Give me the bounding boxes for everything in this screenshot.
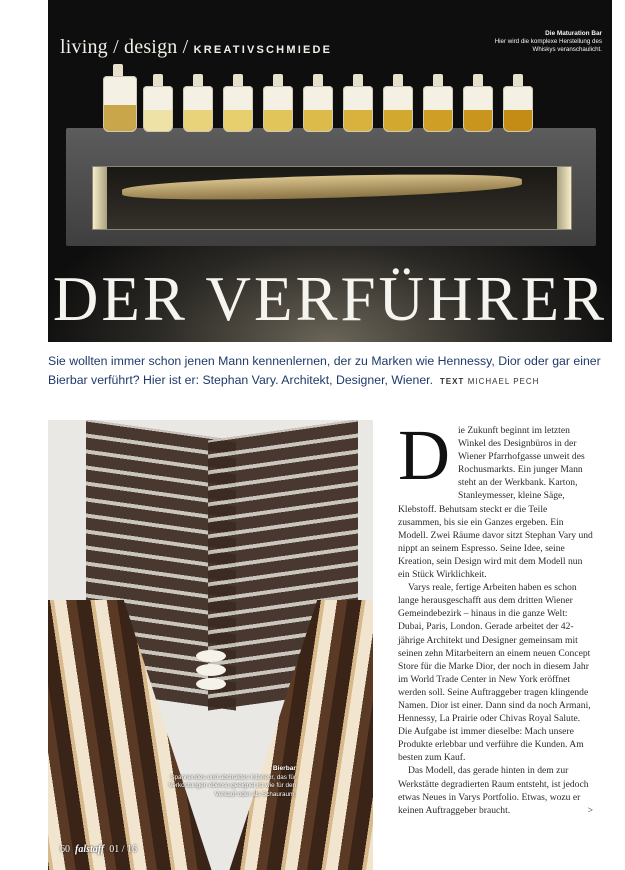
- section-living[interactable]: living: [60, 36, 108, 58]
- hero-photo: [48, 0, 612, 342]
- hero-caption-text: Hier wird die komplexe Herstellung des Whiskys veranschaulicht.: [494, 38, 602, 54]
- whisky-bottle: [183, 86, 213, 132]
- text-label: TEXT: [439, 377, 465, 386]
- continue-arrow-icon[interactable]: >: [587, 804, 593, 816]
- whisky-bottle: [503, 86, 533, 132]
- article-paragraph-2: Varys reale, fertige Arbeiten haben es schon lange herausgeschafft aus dem dritten Wiener Gemeindebezirk – hinaus in die ganze Welt: Dubai, Paris, London. Gerade arbeitet der 42-jährige Architekt und Designer gemeinsam mit seinen zehn Mitarbeitern an einem neuen Concept Store für die Marke Dior, der noch in diesem Jahr im World Trade Center in New York eröffnet werden soll. Seine Auftraggeber tragen klingende Namen. Dior ist einer. Dann sind da noch Armani, Hennessy, La Prairie oder Chivas Royal Salute. Die Aufgabe ist immer dieselbe: Mach unsere Produkte erlebbar und verführe die Kunden. Am besten zum Kauf.: [398, 582, 591, 764]
- bierbar-caption-title: Bierbar: [272, 765, 296, 772]
- intro-text: Sie wollten immer schon jenen Mann kennenlernen, der zu Marken wie Hennessy, Dior oder gar einer Bierbar verführt? Hier ist er: Stephan Vary. Architekt, Designer, Wiener.: [48, 354, 601, 387]
- whisky-bottle: [143, 86, 173, 132]
- whisky-bottle: [103, 76, 137, 132]
- center-dishes: [196, 650, 226, 662]
- bierbar-caption: [158, 765, 296, 799]
- author-name: MICHAEL PECH: [467, 377, 540, 386]
- magazine-name: falstaff: [75, 844, 105, 855]
- issue-number: 01 / 16: [109, 844, 138, 855]
- article-paragraph-1: ie Zukunft beginnt im letzten Winkel des Designbüros in der Wiener Pfarrhofgasse unweit des Rochusmarkts. Ein junger Mann steht an der Werkbank. Karton, Stanleymesser, kleine Säge, Klebstoff. Behutsam steckt er die Teile zusammen, bis sie ein Ganzes ergeben. Ein Modell. Zwei Räume davor sitzt Stephan Vary und nippt an seinem Espresso. Seine Idee, seine Kreation, sein Design wird mit dem Modell nun ein Stück Wirklichkeit.: [398, 425, 593, 581]
- hero-caption: [482, 30, 602, 54]
- article-paragraph-3: [398, 764, 593, 816]
- whisky-bottle: [343, 86, 373, 132]
- article-paragraph: [398, 415, 593, 581]
- page-footer: [60, 844, 137, 855]
- whisky-bottle: [423, 86, 453, 132]
- article-title: DER VERFÜHRER: [52, 264, 608, 334]
- section-kreativschmiede[interactable]: KREATIVSCHMIEDE: [193, 44, 333, 56]
- page-number: 60: [60, 844, 70, 855]
- bierbar-photo: [48, 420, 373, 870]
- whisky-bottle: [463, 86, 493, 132]
- whisky-bottle: [223, 86, 253, 132]
- section-header: [60, 36, 332, 59]
- whisky-bottle: [263, 86, 293, 132]
- intro-block: [48, 352, 616, 391]
- bierbar-caption-text: Spannendes und abstraktes Interieur, das für Verkostungen ebenso geeignet ist wie für den Verkauf oder als Schauraum.: [168, 773, 296, 798]
- article-body: [398, 415, 593, 817]
- drop-cap: D: [398, 415, 450, 495]
- hero-caption-title: Die Maturation Bar: [545, 30, 602, 37]
- section-separator: /: [182, 36, 189, 58]
- article-paragraph-3-text: Das Modell, das gerade hinten in dem zur Werkstätte degradierten Raum entsteht, ist jedoch etwas Neues in Varys Portfolio. Etwas, wozu er keinen Auftraggeber braucht.: [398, 765, 589, 816]
- whisky-bottle: [383, 86, 413, 132]
- whisky-bottles: [103, 66, 573, 132]
- section-design[interactable]: design: [124, 36, 178, 58]
- whisky-bottle: [303, 86, 333, 132]
- section-separator: /: [113, 36, 119, 58]
